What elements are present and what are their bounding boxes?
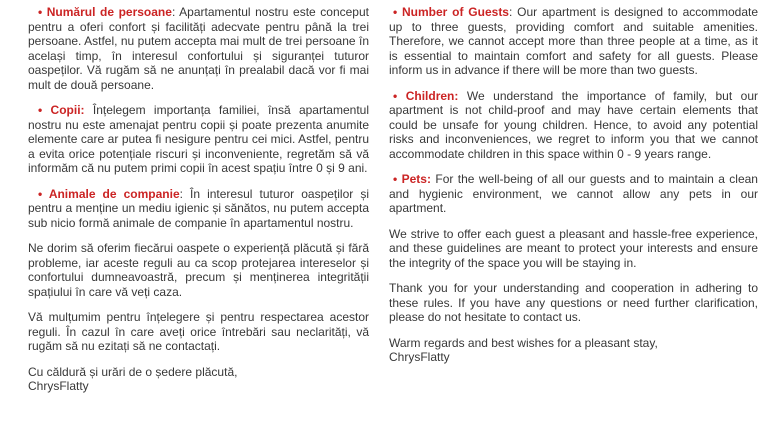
column-english [389, 5, 758, 432]
paragraph-text: Vă mulțumim pentru înțelegere și pentru respectarea acestor reguli. În cazul în care aveți orice întrebări sau neclarități, vă rugăm să nu ezitați să ne contactați. [28, 310, 369, 353]
section-pets-ro [28, 187, 369, 231]
section-heading: Children: [405, 88, 459, 103]
section-heading: Numărul de persoane [46, 5, 172, 19]
section-body-text: Our apartment is designed to accommodate up to three guests, providing comfort and suitable amenities. Therefore, we cannot accept more than three people at a time, as it is essential to maintain comfort and safety for all guests. Please inform us in advance if there will be more than two guests. [389, 5, 758, 77]
section-pets-en [389, 172, 758, 216]
bullet-icon: • [38, 186, 49, 201]
section-heading: Number of Guests [402, 5, 509, 19]
signature-block-ro [28, 365, 369, 394]
column-romanian [28, 5, 369, 432]
section-number-of-persons-ro [28, 5, 369, 92]
section-body-text: Apartamentul nostru este conceput pentru a oferi confort și facilități adecvate pentru până la trei persoane. Astfel, nu putem accepta mai mult de trei persoane în același timp, în interesul confortului și siguranței tuturor oaspeților. Vă rugăm să ne anunțați în prealabil dacă vor fi mai mult de două persoane. [28, 5, 369, 92]
signature-block-en [389, 336, 758, 365]
heading-separator: : [171, 5, 176, 19]
section-body-text: Înțelegem importanța familiei, însă apartamentul nostru nu este amenajat pentru copii și poate prezenta anumite elemente care ar putea fi nesigure pentru cei mici. Astfel, pentru a evita orice potențiale riscuri și inconveniente, regretăm să vă informăm că nu putem primi copii în acest spațiu între 0 și 9 ani. [28, 103, 369, 175]
signature-line: Cu căldură și urări de o ședere plăcută, [28, 364, 238, 379]
paragraph-text: Ne dorim să oferim fiecărui oaspete o experiență plăcută și fără probleme, iar aceste reguli au ca scop protejarea intereselor și confortului dumneavoastră, precum și menținerea integrității spațiului în care vă veți caza. [28, 241, 369, 299]
section-body-text: We understand the importance of family, but our apartment is not child-proof and may have certain elements that could be unsafe for young children. Hence, to avoid any potential risks and inconveniences, we regret to inform you that we cannot accommodate children in this space within 0 - 9 years range. [389, 88, 758, 161]
section-body-text: For the well-being of all our guests and to maintain a clean and hygienic environment, we cannot allow any pets in our apartment. [389, 172, 758, 215]
section-heading: Pets: [401, 172, 431, 186]
brand-name: ChrysFlatty [28, 379, 89, 393]
section-body-text: În interesul tuturor oaspeților și pentru a menține un mediu igienic și sănătos, nu putem accepta sub nicio formă animale de companie în apartamentul nostru. [28, 186, 369, 230]
section-heading: Copii: [50, 103, 85, 117]
section-children-ro [28, 103, 369, 176]
section-number-of-guests-en [389, 5, 758, 78]
brand-name: ChrysFlatty [389, 350, 450, 364]
paragraph-guest-experience-en [389, 227, 758, 271]
bullet-icon: • [38, 103, 51, 117]
heading-separator: : [179, 186, 183, 201]
paragraph-guest-experience-ro [28, 241, 369, 299]
paragraph-text: Thank you for your understanding and cooperation in adhering to these rules. If you have any questions or need further clarification, please do not hesitate to contact us. [389, 281, 758, 324]
paragraph-thanks-en [389, 281, 758, 325]
signature-line: Warm regards and best wishes for a pleasant stay, [389, 335, 658, 350]
heading-separator: : [509, 5, 513, 19]
paragraph-text: We strive to offer each guest a pleasant and hassle-free experience, and these guidelines are meant to protect your interests and ensure the integrity of the space you will be staying in. [389, 226, 758, 270]
bullet-icon: • [393, 5, 403, 19]
section-children-en [389, 89, 758, 162]
bullet-icon: • [393, 88, 406, 103]
bullet-icon: • [38, 5, 47, 19]
paragraph-thanks-ro [28, 310, 369, 354]
section-heading: Animale de companie [48, 186, 180, 201]
bullet-icon: • [393, 172, 402, 186]
